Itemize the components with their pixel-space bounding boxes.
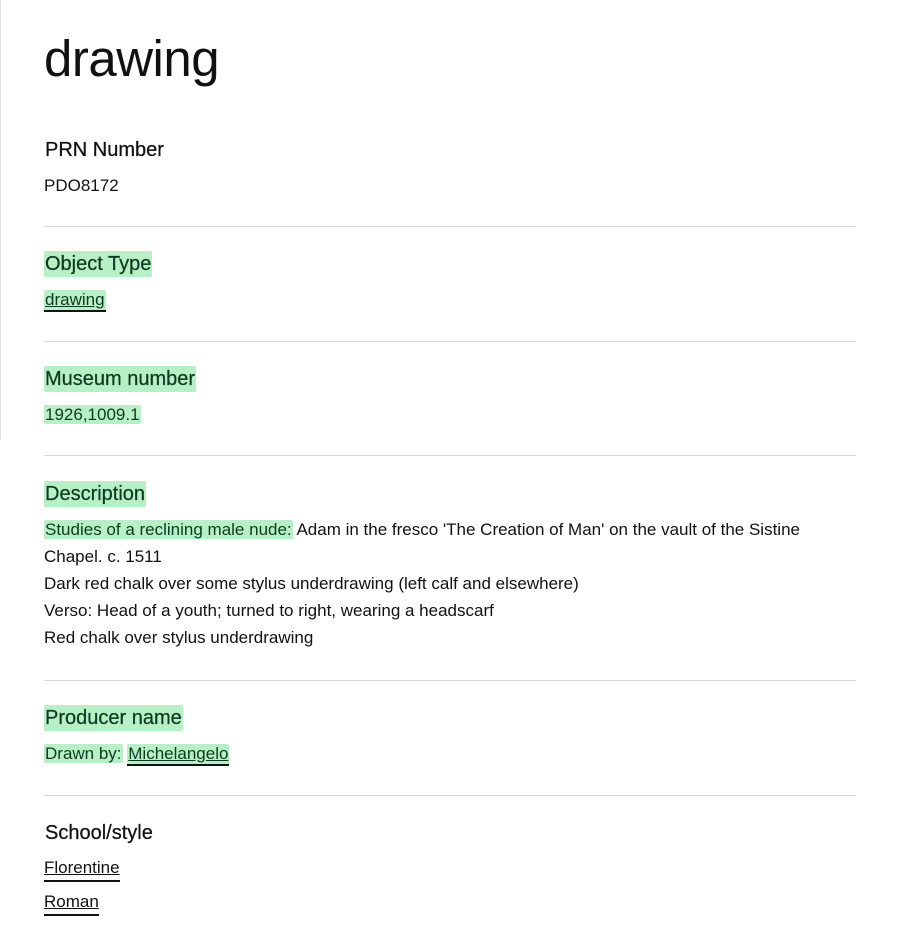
museum-number-field	[44, 366, 856, 428]
description-text	[44, 516, 856, 651]
museum-number-label: Museum number	[45, 368, 196, 390]
left-edge-border	[0, 0, 1, 440]
prn-value: PDO8172	[44, 176, 119, 195]
object-type-link[interactable]: drawing	[44, 290, 106, 312]
object-type-label: Object Type	[45, 253, 152, 275]
description-line: Verso: Head of a youth; turned to right, wearing a headscarf	[44, 601, 494, 620]
school-style-label: School/style	[45, 822, 153, 844]
producer-label: Producer name	[45, 707, 182, 729]
prn-label: PRN Number	[45, 139, 164, 161]
divider	[44, 795, 856, 796]
description-line	[44, 516, 856, 543]
description-highlight: Studies of a reclining male nude:	[45, 520, 292, 539]
page-title: drawing	[44, 30, 220, 87]
producer-link[interactable]: Michelangelo	[127, 744, 229, 766]
prn-field	[44, 137, 856, 199]
description-line1-rest: Adam in the fresco 'The Creation of Man' on the vault of the Sistine	[292, 520, 800, 539]
divider	[44, 341, 856, 342]
school-style-link-florentine[interactable]: Florentine	[44, 857, 120, 882]
divider	[44, 226, 856, 227]
school-style-field	[44, 820, 856, 916]
producer-role: Drawn by:	[45, 744, 122, 763]
divider	[44, 455, 856, 456]
object-type-field	[44, 251, 856, 313]
description-field	[44, 481, 856, 651]
description-line: Chapel. c. 1511	[44, 547, 162, 566]
museum-number-value: 1926,1009.1	[45, 405, 140, 424]
divider	[44, 680, 856, 681]
description-line: Dark red chalk over some stylus underdrawing (left calf and elsewhere)	[44, 574, 579, 593]
school-style-link-roman[interactable]: Roman	[44, 891, 99, 916]
description-label: Description	[45, 483, 146, 505]
description-line: Red chalk over stylus underdrawing	[44, 628, 314, 647]
producer-field	[44, 705, 856, 767]
